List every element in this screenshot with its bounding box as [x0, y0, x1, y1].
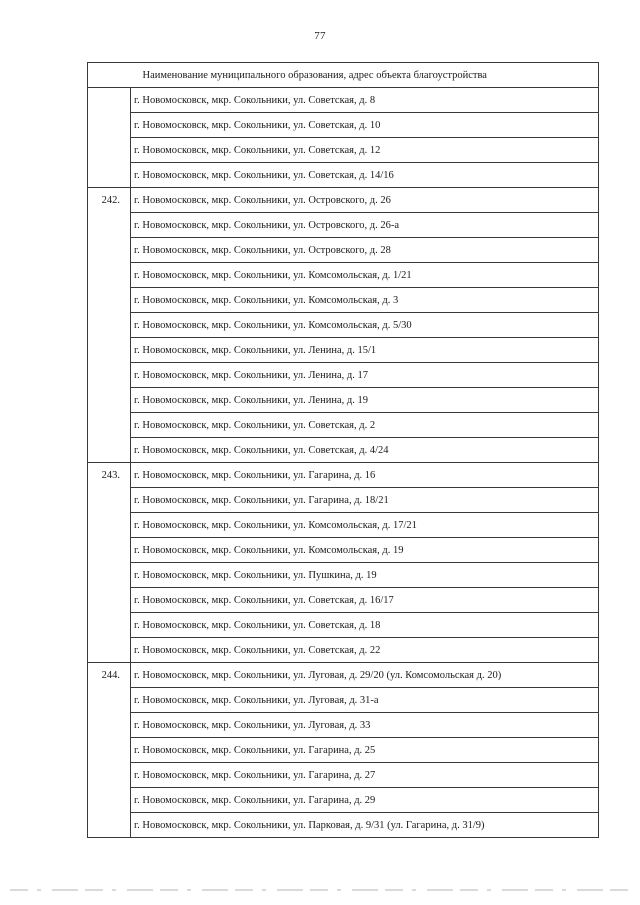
address-cell: г. Новомосковск, мкр. Сокольники, ул. Комсомольская, д. 3: [131, 288, 599, 313]
row-number-cell: [88, 688, 131, 713]
address-cell: г. Новомосковск, мкр. Сокольники, ул. Островского, д. 26: [131, 188, 599, 213]
table-row: [88, 388, 599, 413]
table-row: [88, 488, 599, 513]
table-row: [88, 613, 599, 638]
row-number-cell: [88, 538, 131, 563]
table-row: [88, 313, 599, 338]
row-number-cell: [88, 88, 131, 113]
row-number-cell: [88, 313, 131, 338]
address-cell: г. Новомосковск, мкр. Сокольники, ул. Гагарина, д. 18/21: [131, 488, 599, 513]
row-number-cell: [88, 713, 131, 738]
table-row: [88, 463, 599, 488]
table-row: [88, 413, 599, 438]
address-cell: г. Новомосковск, мкр. Сокольники, ул. Советская, д. 16/17: [131, 588, 599, 613]
row-number-cell: [88, 513, 131, 538]
row-number-cell: [88, 563, 131, 588]
table-row: [88, 88, 599, 113]
table-row: [88, 788, 599, 813]
address-cell: г. Новомосковск, мкр. Сокольники, ул. Комсомольская, д. 5/30: [131, 313, 599, 338]
table-row: [88, 738, 599, 763]
row-number-cell: [88, 738, 131, 763]
row-number-cell: [88, 763, 131, 788]
address-cell: г. Новомосковск, мкр. Сокольники, ул. Советская, д. 4/24: [131, 438, 599, 463]
address-cell: г. Новомосковск, мкр. Сокольники, ул. Островского, д. 28: [131, 238, 599, 263]
row-number-cell: [88, 613, 131, 638]
address-cell: г. Новомосковск, мкр. Сокольники, ул. Советская, д. 2: [131, 413, 599, 438]
row-number-cell: 244.: [88, 663, 131, 688]
row-number-cell: [88, 163, 131, 188]
address-cell: г. Новомосковск, мкр. Сокольники, ул. Ленина, д. 17: [131, 363, 599, 388]
address-cell: г. Новомосковск, мкр. Сокольники, ул. Комсомольская, д. 17/21: [131, 513, 599, 538]
address-table: [87, 62, 599, 838]
table-row: [88, 713, 599, 738]
row-number-cell: [88, 588, 131, 613]
address-cell: г. Новомосковск, мкр. Сокольники, ул. Луговая, д. 33: [131, 713, 599, 738]
row-number-cell: [88, 263, 131, 288]
row-number-cell: 242.: [88, 188, 131, 213]
table-row: [88, 563, 599, 588]
address-cell: г. Новомосковск, мкр. Сокольники, ул. Луговая, д. 31-а: [131, 688, 599, 713]
table-row: [88, 363, 599, 388]
row-number-cell: [88, 788, 131, 813]
address-cell: г. Новомосковск, мкр. Сокольники, ул. Советская, д. 22: [131, 638, 599, 663]
address-cell: г. Новомосковск, мкр. Сокольники, ул. Комсомольская, д. 19: [131, 538, 599, 563]
address-cell: г. Новомосковск, мкр. Сокольники, ул. Советская, д. 12: [131, 138, 599, 163]
row-number-cell: [88, 363, 131, 388]
table-row: [88, 163, 599, 188]
table-row: [88, 238, 599, 263]
address-cell: г. Новомосковск, мкр. Сокольники, ул. Островского, д. 26-а: [131, 213, 599, 238]
row-number-cell: 243.: [88, 463, 131, 488]
address-cell: г. Новомосковск, мкр. Сокольники, ул. Луговая, д. 29/20 (ул. Комсомольская д. 20): [131, 663, 599, 688]
table-row: [88, 188, 599, 213]
row-number-cell: [88, 288, 131, 313]
row-number-cell: [88, 113, 131, 138]
address-cell: г. Новомосковск, мкр. Сокольники, ул. Ленина, д. 15/1: [131, 338, 599, 363]
row-number-cell: [88, 138, 131, 163]
header-number-cell: [88, 63, 131, 88]
table-row: [88, 588, 599, 613]
address-cell: г. Новомосковск, мкр. Сокольники, ул. Парковая, д. 9/31 (ул. Гагарина, д. 31/9): [131, 813, 599, 838]
address-cell: г. Новомосковск, мкр. Сокольники, ул. Пушкина, д. 19: [131, 563, 599, 588]
address-cell: г. Новомосковск, мкр. Сокольники, ул. Гагарина, д. 25: [131, 738, 599, 763]
address-cell: г. Новомосковск, мкр. Сокольники, ул. Комсомольская, д. 1/21: [131, 263, 599, 288]
table-row: [88, 263, 599, 288]
row-number-cell: [88, 438, 131, 463]
row-number-cell: [88, 388, 131, 413]
table-row: [88, 538, 599, 563]
address-cell: г. Новомосковск, мкр. Сокольники, ул. Гагарина, д. 16: [131, 463, 599, 488]
row-number-cell: [88, 338, 131, 363]
table-row: [88, 288, 599, 313]
table-row: [88, 763, 599, 788]
table-header-row: [88, 63, 599, 88]
address-cell: г. Новомосковск, мкр. Сокольники, ул. Советская, д. 10: [131, 113, 599, 138]
address-cell: г. Новомосковск, мкр. Сокольники, ул. Советская, д. 14/16: [131, 163, 599, 188]
row-number-cell: [88, 238, 131, 263]
table-row: [88, 663, 599, 688]
page-number: 77: [314, 30, 326, 42]
row-number-cell: [88, 638, 131, 663]
table-row: [88, 213, 599, 238]
table-row: [88, 638, 599, 663]
address-cell: г. Новомосковск, мкр. Сокольники, ул. Гагарина, д. 29: [131, 788, 599, 813]
table-row: [88, 813, 599, 838]
table-body: [88, 88, 599, 838]
row-number-cell: [88, 488, 131, 513]
table-row: [88, 113, 599, 138]
table-row: [88, 138, 599, 163]
table-row: [88, 688, 599, 713]
table-row: [88, 338, 599, 363]
address-cell: г. Новомосковск, мкр. Сокольники, ул. Ленина, д. 19: [131, 388, 599, 413]
row-number-cell: [88, 213, 131, 238]
table-row: [88, 438, 599, 463]
address-cell: г. Новомосковск, мкр. Сокольники, ул. Гагарина, д. 27: [131, 763, 599, 788]
row-number-cell: [88, 413, 131, 438]
table-header: Наименование муниципального образования, адрес объекта благоустройства: [131, 63, 599, 88]
scan-artifact-line: [0, 888, 640, 892]
address-cell: г. Новомосковск, мкр. Сокольники, ул. Советская, д. 8: [131, 88, 599, 113]
row-number-cell: [88, 813, 131, 838]
address-cell: г. Новомосковск, мкр. Сокольники, ул. Советская, д. 18: [131, 613, 599, 638]
table-row: [88, 513, 599, 538]
